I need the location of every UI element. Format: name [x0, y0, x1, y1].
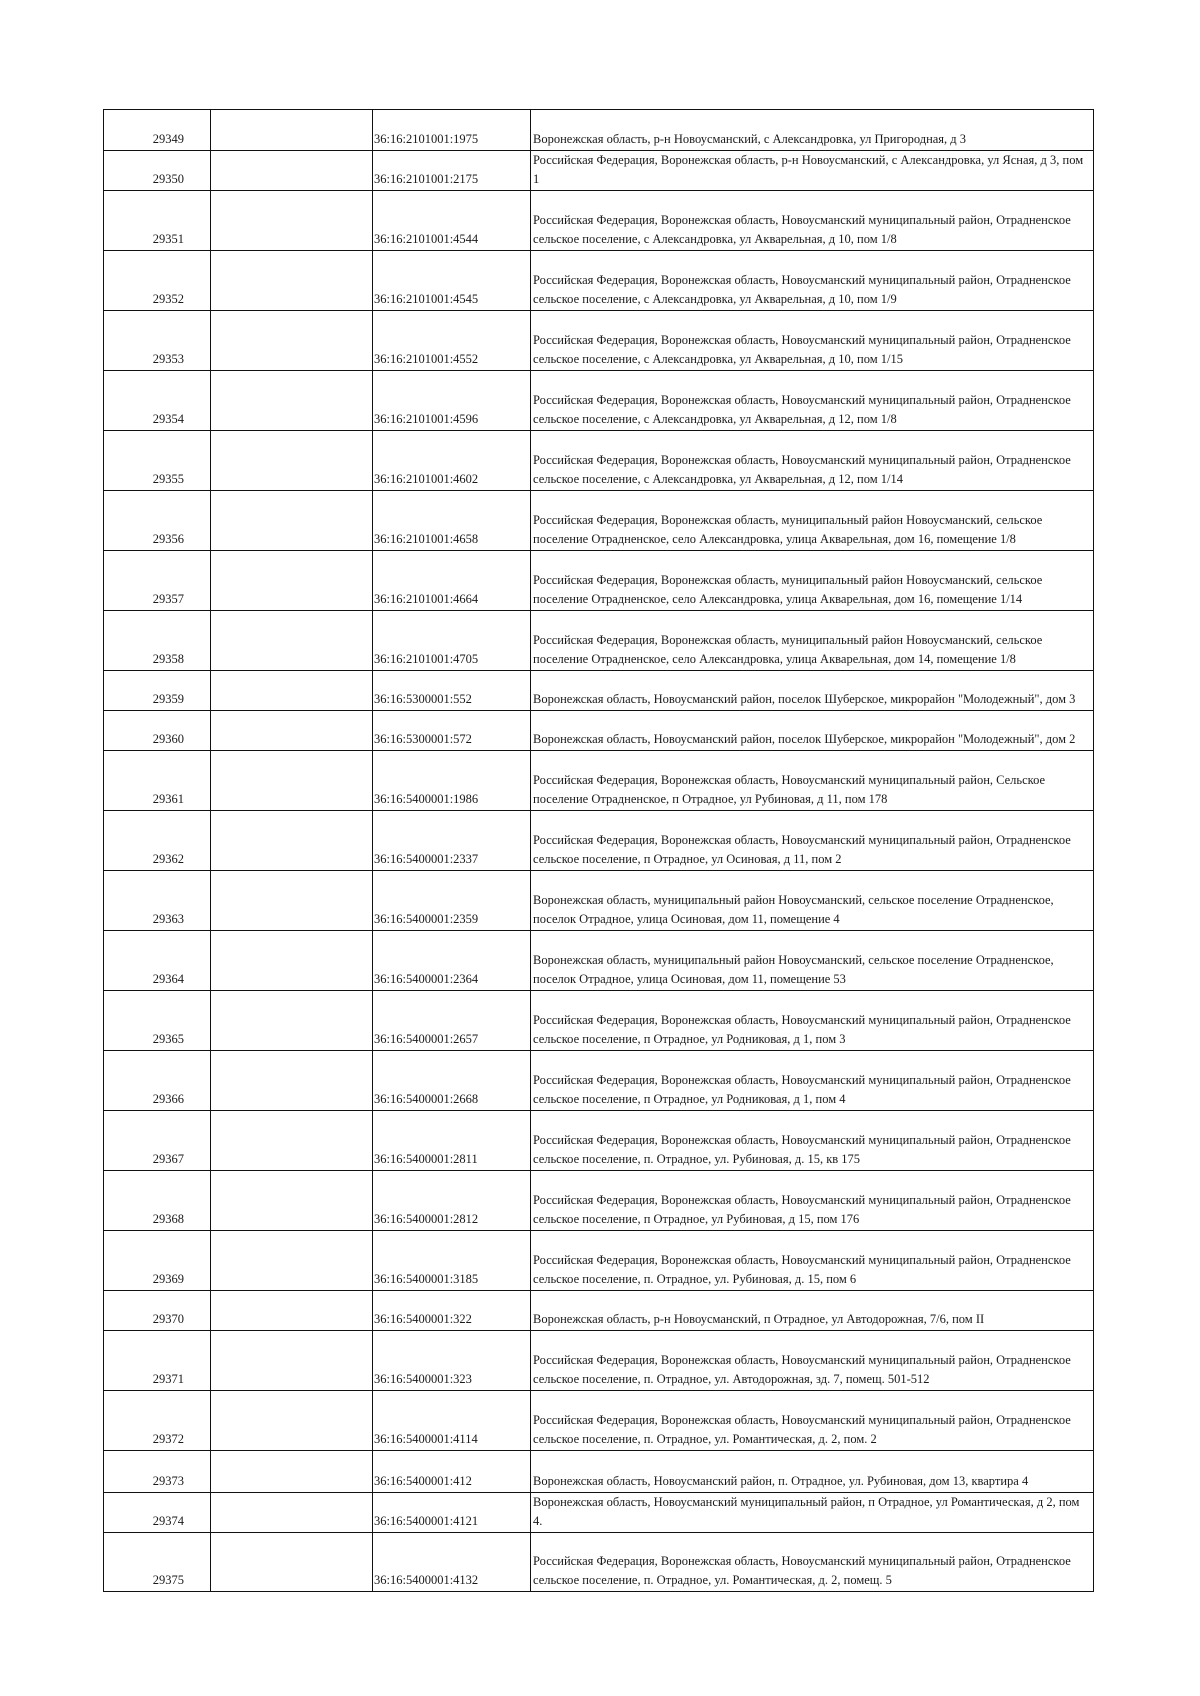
cadastral-number-cell: 36:16:5400001:322	[373, 1291, 531, 1331]
row-number-cell: 29370	[104, 1291, 211, 1331]
empty-cell	[211, 110, 373, 151]
empty-cell	[211, 671, 373, 711]
table-row	[104, 1171, 1094, 1231]
table-row	[104, 871, 1094, 931]
address-cell: Российская Федерация, Воронежская область, р-н Новоусманский, с Александровка, ул Ясная, д 3, пом 1	[531, 151, 1094, 191]
cadastral-number-cell: 36:16:2101001:4658	[373, 491, 531, 551]
empty-cell	[211, 1111, 373, 1171]
row-number-cell: 29353	[104, 311, 211, 371]
table-row	[104, 1451, 1094, 1493]
cadastral-number-cell: 36:16:2101001:4544	[373, 191, 531, 251]
table-row	[104, 1331, 1094, 1391]
table-row	[104, 1391, 1094, 1451]
address-cell: Российская Федерация, Воронежская область, Новоусманский муниципальный район, Отрадненское сельское поселение, с Александровка, ул Акварельная, д 12, пом 1/8	[531, 371, 1094, 431]
address-cell: Российская Федерация, Воронежская область, муниципальный район Новоусманский, сельское поселение Отрадненское, село Александровка, улица Акварельная, дом 16, помещение 1/14	[531, 551, 1094, 611]
address-cell: Воронежская область, Новоусманский район, п. Отрадное, ул. Рубиновая, дом 13, квартира 4	[531, 1451, 1094, 1493]
cadastral-number-cell: 36:16:5400001:2359	[373, 871, 531, 931]
property-table	[103, 109, 1094, 1592]
empty-cell	[211, 1391, 373, 1451]
table-row	[104, 431, 1094, 491]
address-cell: Российская Федерация, Воронежская область, Новоусманский муниципальный район, Отрадненское сельское поселение, п. Отрадное, ул. Автодорожная, зд. 7, помещ. 501-512	[531, 1331, 1094, 1391]
empty-cell	[211, 1331, 373, 1391]
row-number-cell: 29368	[104, 1171, 211, 1231]
address-cell: Российская Федерация, Воронежская область, Новоусманский муниципальный район, Отрадненское сельское поселение, с Александровка, ул Акварельная, д 10, пом 1/9	[531, 251, 1094, 311]
address-cell: Российская Федерация, Воронежская область, Новоусманский муниципальный район, Отрадненское сельское поселение, с Александровка, ул Акварельная, д 10, пом 1/8	[531, 191, 1094, 251]
row-number-cell: 29361	[104, 751, 211, 811]
empty-cell	[211, 1171, 373, 1231]
empty-cell	[211, 871, 373, 931]
empty-cell	[211, 611, 373, 671]
table-row	[104, 311, 1094, 371]
address-cell: Воронежская область, муниципальный район Новоусманский, сельское поселение Отрадненское, поселок Отрадное, улица Осиновая, дом 11, помещение 53	[531, 931, 1094, 991]
row-number-cell: 29367	[104, 1111, 211, 1171]
row-number-cell: 29363	[104, 871, 211, 931]
address-cell: Воронежская область, Новоусманский район, поселок Шуберское, микрорайон "Молодежный", дом 2	[531, 711, 1094, 751]
row-number-cell: 29374	[104, 1493, 211, 1533]
row-number-cell: 29349	[104, 110, 211, 151]
row-number-cell: 29354	[104, 371, 211, 431]
table-row	[104, 711, 1094, 751]
address-cell: Российская Федерация, Воронежская область, Новоусманский муниципальный район, Отрадненское сельское поселение, п Отрадное, ул Осиновая, д 11, пом 2	[531, 811, 1094, 871]
cadastral-number-cell: 36:16:2101001:4705	[373, 611, 531, 671]
row-number-cell: 29356	[104, 491, 211, 551]
table-row	[104, 671, 1094, 711]
table-row	[104, 371, 1094, 431]
empty-cell	[211, 811, 373, 871]
cadastral-number-cell: 36:16:2101001:2175	[373, 151, 531, 191]
row-number-cell: 29366	[104, 1051, 211, 1111]
row-number-cell: 29371	[104, 1331, 211, 1391]
table-row	[104, 1051, 1094, 1111]
cadastral-number-cell: 36:16:5400001:2657	[373, 991, 531, 1051]
row-number-cell: 29365	[104, 991, 211, 1051]
address-cell: Российская Федерация, Воронежская область, муниципальный район Новоусманский, сельское поселение Отрадненское, село Александровка, улица Акварельная, дом 16, помещение 1/8	[531, 491, 1094, 551]
cadastral-number-cell: 36:16:5400001:4114	[373, 1391, 531, 1451]
table-row	[104, 551, 1094, 611]
address-cell: Российская Федерация, Воронежская область, Новоусманский муниципальный район, Сельское поселение Отрадненское, п Отрадное, ул Рубиновая, д 11, пом 178	[531, 751, 1094, 811]
empty-cell	[211, 151, 373, 191]
row-number-cell: 29372	[104, 1391, 211, 1451]
address-cell: Российская Федерация, Воронежская область, Новоусманский муниципальный район, Отрадненское сельское поселение, п. Отрадное, ул. Романтическая, д. 2, пом. 2	[531, 1391, 1094, 1451]
empty-cell	[211, 491, 373, 551]
row-number-cell: 29369	[104, 1231, 211, 1291]
row-number-cell: 29364	[104, 931, 211, 991]
cadastral-number-cell: 36:16:5400001:4132	[373, 1533, 531, 1592]
table-row	[104, 1533, 1094, 1592]
empty-cell	[211, 371, 373, 431]
empty-cell	[211, 1231, 373, 1291]
address-cell: Российская Федерация, Воронежская область, Новоусманский муниципальный район, Отрадненское сельское поселение, п Отрадное, ул Рубиновая, д 15, пом 176	[531, 1171, 1094, 1231]
table-row	[104, 491, 1094, 551]
cadastral-number-cell: 36:16:2101001:4545	[373, 251, 531, 311]
table-row	[104, 191, 1094, 251]
table-row	[104, 931, 1094, 991]
address-cell: Воронежская область, Новоусманский район, поселок Шуберское, микрорайон "Молодежный", дом 3	[531, 671, 1094, 711]
address-cell: Российская Федерация, Воронежская область, Новоусманский муниципальный район, Отрадненское сельское поселение, п Отрадное, ул Родниковая, д 1, пом 3	[531, 991, 1094, 1051]
empty-cell	[211, 931, 373, 991]
address-cell: Воронежская область, р-н Новоусманский, с Александровка, ул Пригородная, д 3	[531, 110, 1094, 151]
table-row	[104, 1111, 1094, 1171]
cadastral-number-cell: 36:16:5400001:2337	[373, 811, 531, 871]
cadastral-number-cell: 36:16:5400001:4121	[373, 1493, 531, 1533]
row-number-cell: 29350	[104, 151, 211, 191]
empty-cell	[211, 311, 373, 371]
address-cell: Российская Федерация, Воронежская область, Новоусманский муниципальный район, Отрадненское сельское поселение, п Отрадное, ул Родниковая, д 1, пом 4	[531, 1051, 1094, 1111]
cadastral-number-cell: 36:16:2101001:4596	[373, 371, 531, 431]
table-row	[104, 110, 1094, 151]
table-row	[104, 751, 1094, 811]
cadastral-number-cell: 36:16:5400001:2668	[373, 1051, 531, 1111]
address-cell: Российская Федерация, Воронежская область, Новоусманский муниципальный район, Отрадненское сельское поселение, п. Отрадное, ул. Романтическая, д. 2, помещ. 5	[531, 1533, 1094, 1592]
table-row	[104, 611, 1094, 671]
address-cell: Российская Федерация, Воронежская область, Новоусманский муниципальный район, Отрадненское сельское поселение, с Александровка, ул Акварельная, д 12, пом 1/14	[531, 431, 1094, 491]
row-number-cell: 29373	[104, 1451, 211, 1493]
row-number-cell: 29351	[104, 191, 211, 251]
empty-cell	[211, 551, 373, 611]
cadastral-number-cell: 36:16:5400001:412	[373, 1451, 531, 1493]
empty-cell	[211, 711, 373, 751]
table-row	[104, 991, 1094, 1051]
row-number-cell: 29362	[104, 811, 211, 871]
row-number-cell: 29359	[104, 671, 211, 711]
address-cell: Воронежская область, Новоусманский муниципальный район, п Отрадное, ул Романтическая, д 2, пом 4.	[531, 1493, 1094, 1533]
cadastral-number-cell: 36:16:5400001:2811	[373, 1111, 531, 1171]
empty-cell	[211, 1291, 373, 1331]
table-row	[104, 1231, 1094, 1291]
empty-cell	[211, 1493, 373, 1533]
table-body	[104, 110, 1094, 1592]
cadastral-number-cell: 36:16:2101001:4664	[373, 551, 531, 611]
table-row	[104, 151, 1094, 191]
cadastral-number-cell: 36:16:5400001:1986	[373, 751, 531, 811]
row-number-cell: 29360	[104, 711, 211, 751]
cadastral-number-cell: 36:16:5400001:2812	[373, 1171, 531, 1231]
cadastral-number-cell: 36:16:2101001:4602	[373, 431, 531, 491]
cadastral-number-cell: 36:16:5400001:3185	[373, 1231, 531, 1291]
row-number-cell: 29375	[104, 1533, 211, 1592]
cadastral-number-cell: 36:16:5300001:572	[373, 711, 531, 751]
address-cell: Российская Федерация, Воронежская область, Новоусманский муниципальный район, Отрадненское сельское поселение, п. Отрадное, ул. Рубиновая, д. 15, кв 175	[531, 1111, 1094, 1171]
address-cell: Российская Федерация, Воронежская область, Новоусманский муниципальный район, Отрадненское сельское поселение, с Александровка, ул Акварельная, д 10, пом 1/15	[531, 311, 1094, 371]
empty-cell	[211, 1051, 373, 1111]
cadastral-number-cell: 36:16:5400001:2364	[373, 931, 531, 991]
table-row	[104, 1291, 1094, 1331]
row-number-cell: 29357	[104, 551, 211, 611]
empty-cell	[211, 751, 373, 811]
table-row	[104, 1493, 1094, 1533]
address-cell: Российская Федерация, Воронежская область, муниципальный район Новоусманский, сельское поселение Отрадненское, село Александровка, улица Акварельная, дом 14, помещение 1/8	[531, 611, 1094, 671]
empty-cell	[211, 251, 373, 311]
row-number-cell: 29358	[104, 611, 211, 671]
address-cell: Воронежская область, муниципальный район Новоусманский, сельское поселение Отрадненское, поселок Отрадное, улица Осиновая, дом 11, помещение 4	[531, 871, 1094, 931]
cadastral-number-cell: 36:16:2101001:1975	[373, 110, 531, 151]
empty-cell	[211, 1533, 373, 1592]
row-number-cell: 29352	[104, 251, 211, 311]
empty-cell	[211, 191, 373, 251]
cadastral-number-cell: 36:16:2101001:4552	[373, 311, 531, 371]
cadastral-number-cell: 36:16:5300001:552	[373, 671, 531, 711]
cadastral-number-cell: 36:16:5400001:323	[373, 1331, 531, 1391]
row-number-cell: 29355	[104, 431, 211, 491]
empty-cell	[211, 991, 373, 1051]
table-row	[104, 811, 1094, 871]
address-cell: Российская Федерация, Воронежская область, Новоусманский муниципальный район, Отрадненское сельское поселение, п. Отрадное, ул. Рубиновая, д. 15, пом 6	[531, 1231, 1094, 1291]
empty-cell	[211, 1451, 373, 1493]
table-row	[104, 251, 1094, 311]
empty-cell	[211, 431, 373, 491]
address-cell: Воронежская область, р-н Новоусманский, п Отрадное, ул Автодорожная, 7/6, пом II	[531, 1291, 1094, 1331]
